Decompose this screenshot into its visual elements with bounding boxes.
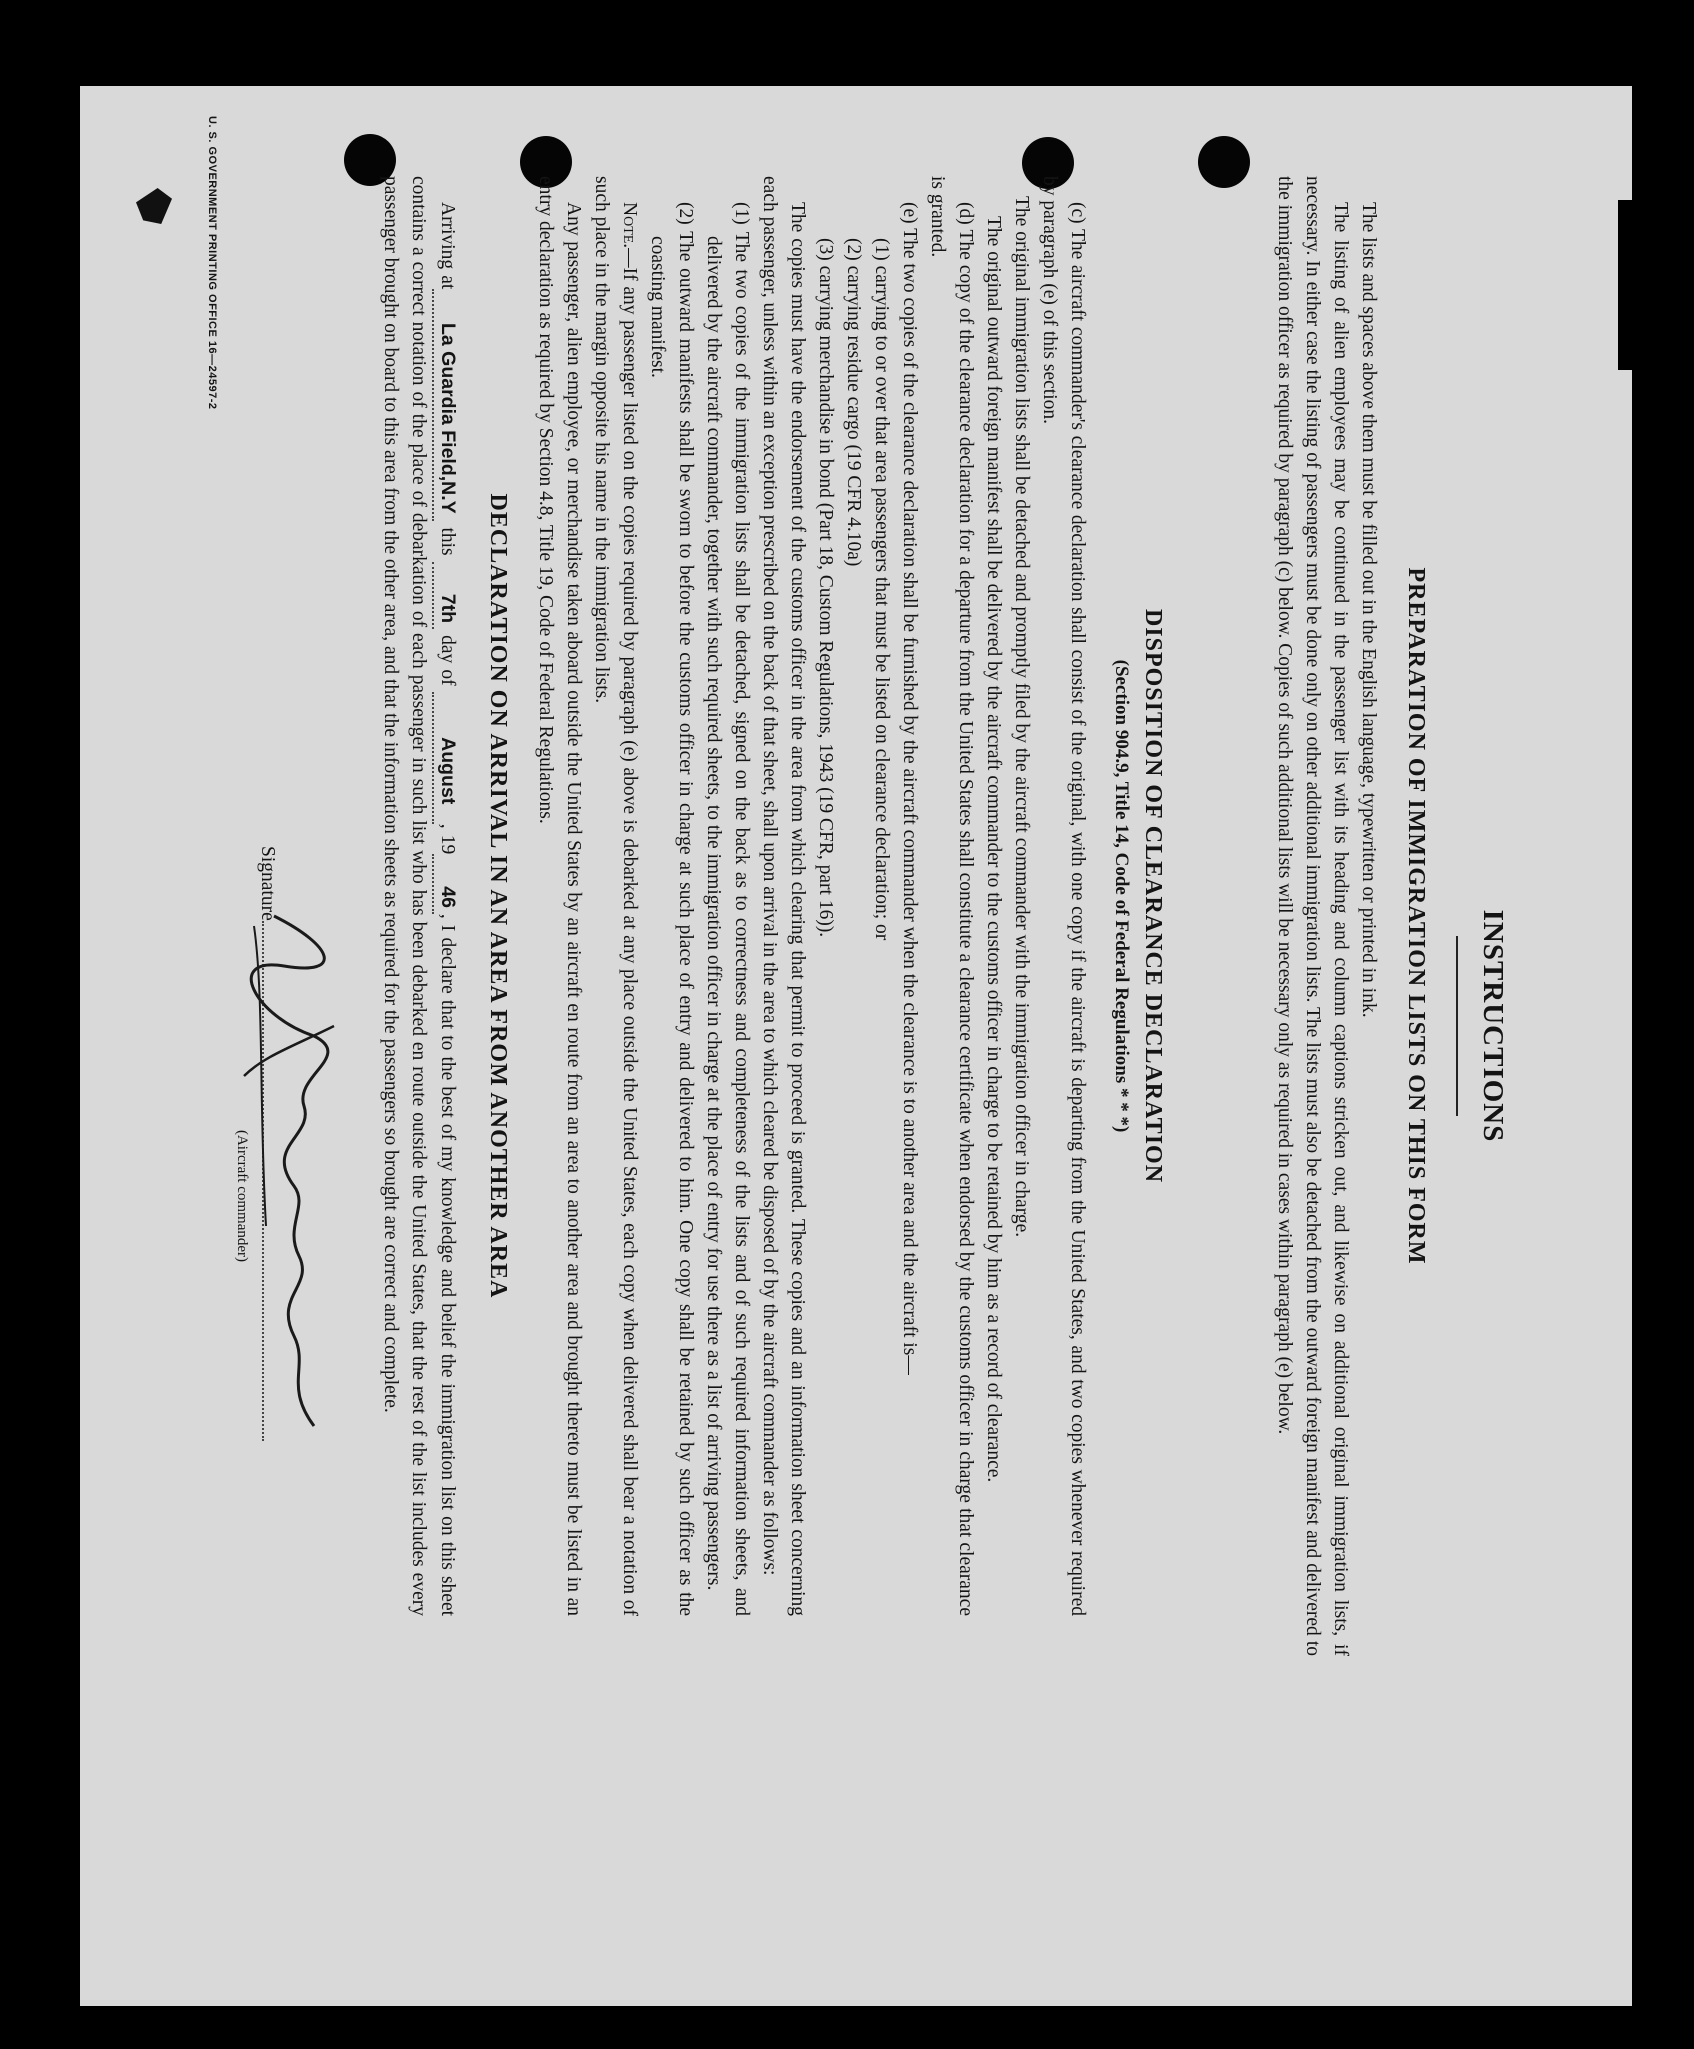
para-note xyxy=(587,176,643,1616)
this-label: this xyxy=(437,527,458,556)
para-n1: (1) The two copies of the immigration lists shall be detached, signed on the back as to correctness and completeness of the lists and of such required information sheets, and delivered by the aircraft commander, together with such required sheets, to the immigration officer in charge at the place of entry for use there as a list of arriving passengers. xyxy=(703,202,752,1616)
prep-paragraph-1: The lists and spaces above them must be filled out in the English language, typewritten or printed in ink. xyxy=(1358,202,1379,1018)
handwritten-signature xyxy=(234,906,354,1466)
para-c: (c) The aircraft commander's clearance declaration shall consist of the original, with one copy if the aircraft is departing from the United States, and two copies whenever required by paragraph (e) of this section. xyxy=(1039,176,1088,1616)
para-d: (d) The copy of the clearance declaration for a departure from the United States shall constitute a clearance certificate when endorsed by the customs officer in charge that clearance is granted. xyxy=(927,176,976,1616)
declaration-text xyxy=(376,176,462,1616)
note-text: —If any passenger listed on the copies required by paragraph (e) above is debarked at any place outside the United States, each copy when delivered shall bear a notation of such place in the margin opposite his name in the immigration lists. xyxy=(591,176,640,1616)
para-copies: The copies must have the endorsement of the customs officer in the area from which clearing that permit to proceed is granted. These copies and an information sheet concerning each passenger, unless within an exception prescribed on the back of that sheet, shall upon arrival in the area to which cleared be disposed of by the aircraft commander as follows: xyxy=(759,176,808,1616)
title-divider xyxy=(1456,936,1458,1116)
note-label: Note. xyxy=(619,202,640,249)
preparation-heading: PREPARATION OF IMMIGRATION LISTS ON THIS FORM xyxy=(1403,567,1429,1265)
signature-caption: (Aircraft commander) xyxy=(234,1129,250,1262)
arriving-label: Arriving at xyxy=(437,202,458,290)
para-c2: The original outward foreign manifest shall be delivered by the aircraft commander to the customs officer in charge to be retained by him as a record of clearance. xyxy=(983,216,1004,1483)
year-prefix: , 19 xyxy=(437,823,458,855)
declaration-section xyxy=(376,176,512,1616)
para-e2: (2) carrying residue cargo (19 CFR 4.10a) xyxy=(843,238,864,567)
para-c1: The original immigration lists shall be detached and promptly filed by the aircraft commander with the immigration officer in charge. xyxy=(1011,196,1032,1238)
arriving-at-field: La Guardia Field,N.Y xyxy=(432,289,462,521)
signature-label: Signature xyxy=(257,846,278,921)
year-field: 46 xyxy=(432,854,462,914)
rotated-form-text xyxy=(122,86,1562,1966)
page-edge-tab xyxy=(1618,200,1640,370)
declaration-heading: DECLARATION ON ARRIVAL IN AN AREA FROM ANOTHER AREA xyxy=(485,493,511,1299)
disposition-heading: DISPOSITION OF CLEARANCE DECLARATION xyxy=(1140,608,1166,1184)
day-of-label: day of xyxy=(437,635,458,686)
prep-paragraph-2: The listing of alien employees may be continued in the passenger list with its heading and column captions stricken out, and likewise on additional original immigration lists, if necessary. In either case the listing of passengers must be done only on other additional immigration lists. The lists must also be detached from the outward foreign manifest and delivered to the immigration officer as required by paragraph (c) below. Copies of such additional lists will be necessary only as required in cases within paragraph (e) below. xyxy=(1274,176,1351,1656)
month-field: August xyxy=(432,692,462,824)
para-n2: (2) The outward manifests shall be sworn to before the customs officer in charge at such place of entry and delivered to him. One copy shall be retained by such officer as the coasting manifest. xyxy=(647,202,696,1616)
disposition-subheading: (Section 904.9, Title 14, Code of Federal Regulations * * *) xyxy=(1111,659,1132,1133)
para-e3: (3) carrying merchandise in bond (Part 18, Custom Regulations, 1943 (19 CFR, part 16)). xyxy=(815,238,836,938)
day-field: 7th xyxy=(432,562,462,629)
declaration-body: , I declare that to the best of my knowledge and belief the immigration list on this sheet contains a correct notation of the place of debarkation of each passenger in such list who has been debarked en route outside the United States, that the rest of the list includes every passenger brought on board to this area from the other area, and that the information sheets as required for the passengers so brought are correct and complete. xyxy=(380,176,458,1617)
printer-footer: U. S. GOVERNMENT PRINTING OFFICE 16—24597-2 xyxy=(206,116,218,410)
para-any: Any passenger, alien employee, or merchandise taken aboard outside the United States by an aircraft en route from an area to another area and brought thereto must be listed in an entry declaration as required by Section 4.8, Title 19, Code of Federal Regulations. xyxy=(535,176,584,1616)
para-e: (e) The two copies of the clearance declaration shall be furnished by the aircraft commander when the clearance is to another area and the aircraft is— xyxy=(899,202,920,1375)
para-e1: (1) carrying to or over that area passengers that must be listed on clearance declaration; or xyxy=(871,238,892,941)
preparation-section xyxy=(1270,176,1430,1656)
page-title: INSTRUCTIONS xyxy=(1477,909,1509,1143)
disposition-section xyxy=(531,176,1167,1616)
signature-block xyxy=(234,846,284,1441)
